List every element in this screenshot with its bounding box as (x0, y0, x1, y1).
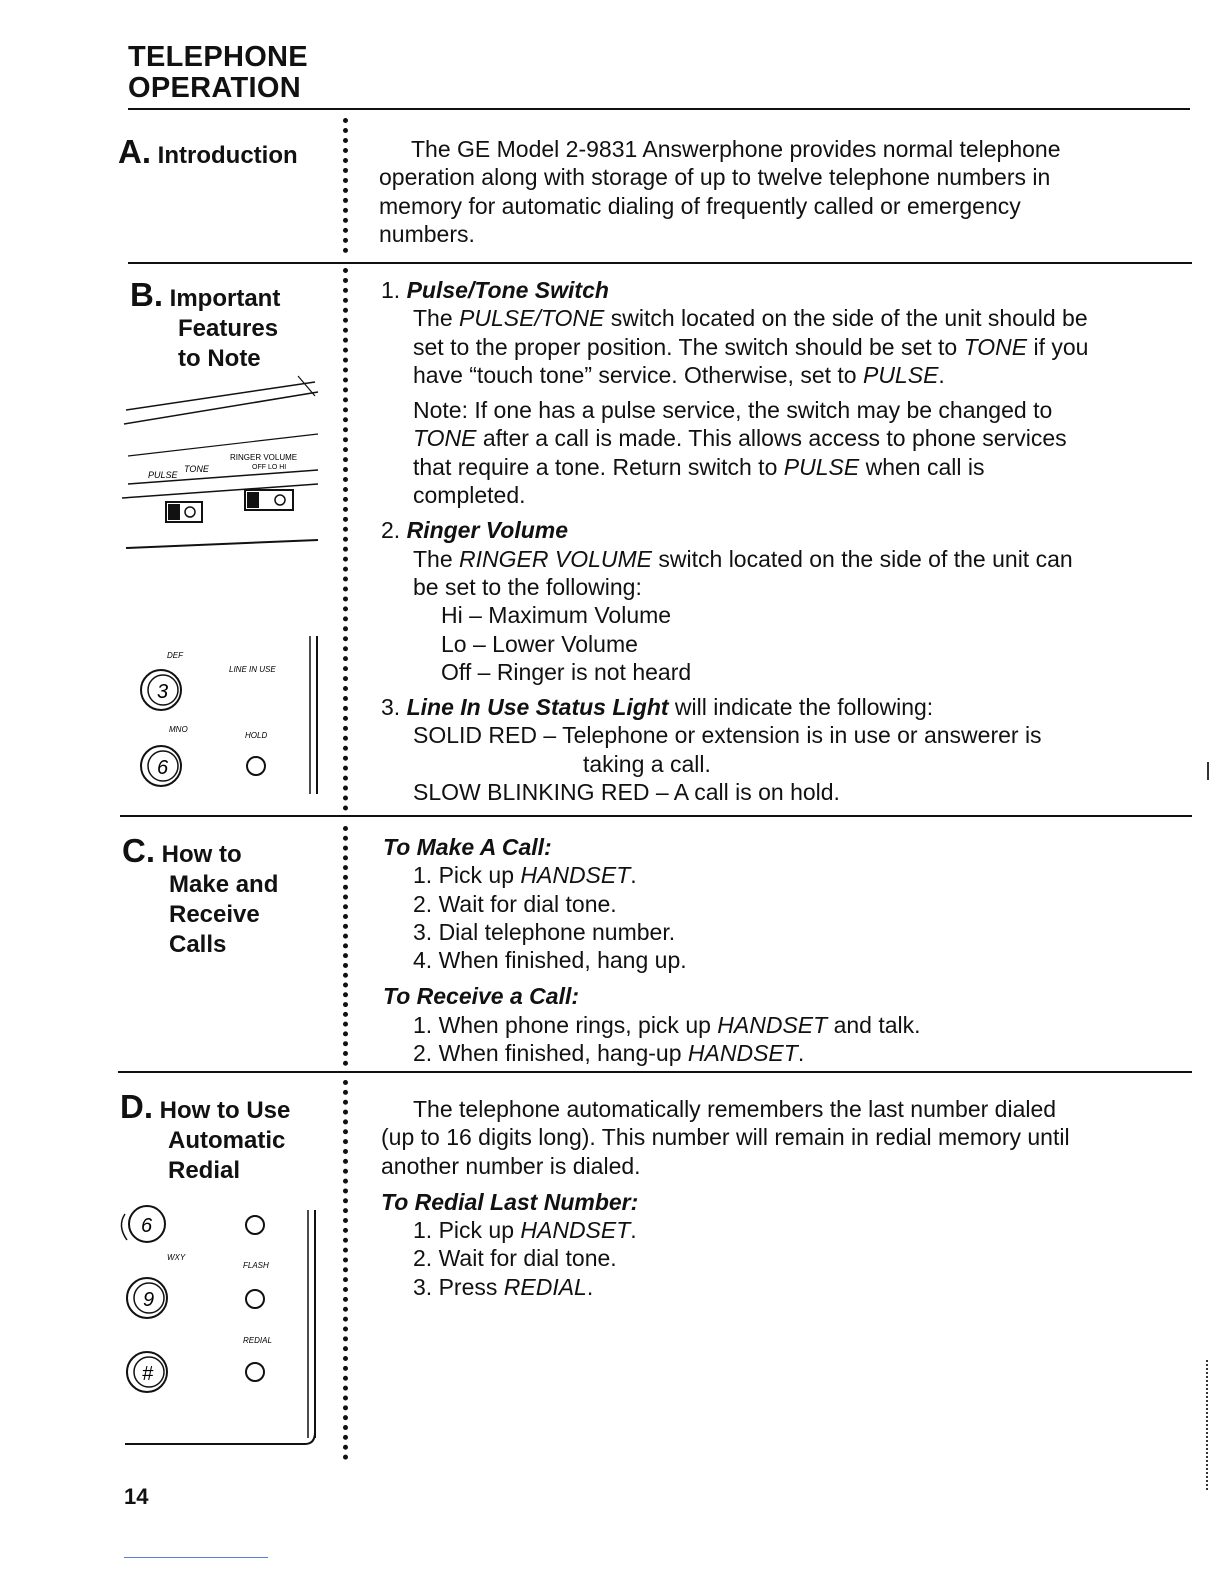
redial-step-1a: 1. Pick up (413, 1217, 521, 1244)
dotted-separator-b (343, 268, 348, 811)
wxy-label: WXY (167, 1253, 186, 1262)
item-1-l1c: switch located on the side of the unit should be (604, 305, 1088, 332)
item-1-title: Pulse/Tone Switch (406, 277, 609, 303)
section-c-title-3: Receive (169, 901, 260, 928)
status-solid-red: SOLID RED – Telephone or extension is in use or answerer is (413, 722, 1042, 749)
page-title-line-1: TELEPHONE (128, 41, 308, 73)
item-pulse-tone (381, 276, 1191, 304)
item-1-note-4: completed. (413, 482, 526, 509)
status-solid-red-cont: taking a call. (583, 750, 711, 777)
section-rule-c (120, 815, 1192, 817)
footer-line (124, 1557, 268, 1558)
key-6: 6 (157, 757, 169, 779)
pulse-label: PULSE (148, 470, 178, 480)
redial-key-6: 6 (141, 1215, 153, 1237)
make-step-4: 4. When finished, hang up. (413, 947, 687, 974)
page-number: 14 (124, 1484, 149, 1509)
section-c-letter: C. (122, 832, 155, 869)
redial-key-9: 9 (143, 1289, 155, 1311)
def-label: DEF (167, 651, 183, 660)
item-1-n3b: PULSE (783, 453, 860, 480)
section-b-text (381, 276, 1191, 806)
section-c-heading (122, 832, 279, 960)
section-d-title-1: How to Use (159, 1097, 291, 1124)
item-2-l1c: switch located on the side of the unit can (652, 545, 1073, 572)
ringer-hi: Hi – Maximum Volume (441, 602, 672, 629)
section-b-title-3: to Note (178, 345, 261, 372)
section-d-title-2: Automatic (168, 1127, 286, 1154)
redial-step-1c: . (630, 1217, 637, 1244)
item-2-title: Ringer Volume (406, 517, 569, 544)
item-2-number: 2. (381, 517, 401, 544)
make-step-3: 3. Dial telephone number. (413, 918, 676, 945)
redial-intro-2: (up to 16 digits long). This number will remain in redial memory until (381, 1124, 1070, 1151)
ringer-volume-label: RINGER VOLUME (230, 453, 298, 462)
redial-title: To Redial Last Number: (381, 1188, 639, 1215)
redial-intro-1: The telephone automatically remembers the last number dialed (413, 1096, 1057, 1122)
item-1-note-1: Note: If one has a pulse service, the switch may be changed to (413, 397, 1053, 424)
recv-step-2b: HANDSET (687, 1040, 798, 1067)
redial-step-3b: REDIAL (503, 1273, 587, 1300)
section-rule-d (118, 1071, 1192, 1073)
section-a-text (379, 135, 1061, 248)
item-line-in-use (381, 693, 1191, 721)
intro-line-3: memory for automatic dialing of frequently called or emergency (379, 192, 1021, 219)
receive-call-title: To Receive a Call: (383, 983, 580, 1010)
item-1-l2c: if you (1027, 333, 1089, 360)
redial-key-hash: # (142, 1363, 154, 1385)
ringer-off: Off – Ringer is not heard (441, 658, 692, 685)
item-3-number: 3. (381, 694, 401, 721)
line-in-use-label: LINE IN USE (229, 665, 276, 674)
section-b-letter: B. (130, 276, 163, 313)
item-1-l3c: . (938, 361, 945, 388)
recv-step-1a: 1. When phone rings, pick up (413, 1011, 718, 1038)
section-d-title-3: Redial (168, 1157, 241, 1184)
mno-label: MNO (169, 725, 188, 734)
item-1-l1b: PULSE/TONE (459, 305, 605, 332)
make-call-steps (383, 861, 1183, 974)
scan-mark (1207, 762, 1209, 780)
redial-keypad-illustration (115, 1200, 325, 1455)
section-c-text (383, 833, 1183, 1067)
item-1-n2a: TONE (413, 425, 477, 452)
recv-step-2c: . (797, 1040, 805, 1067)
intro-line-4: numbers. (379, 220, 475, 247)
status-slow-blinking: SLOW BLINKING RED – A call is on hold. (413, 779, 840, 806)
title-rule (128, 108, 1190, 110)
section-d-text (381, 1095, 1181, 1301)
tone-label: TONE (184, 464, 209, 474)
intro-line-1: The GE Model 2-9831 Answerphone provides normal telephone (411, 136, 1061, 162)
redial-step-1b: HANDSET (520, 1217, 631, 1244)
item-1-l2a: set to the proper position. The switch should be set to (413, 333, 964, 360)
key-3: 3 (157, 681, 169, 703)
hold-label: HOLD (245, 731, 268, 740)
recv-step-1c: and talk. (827, 1011, 921, 1038)
item-1-l2b: TONE (963, 333, 1028, 360)
section-b-title-1: Important (169, 285, 281, 312)
item-2-line-2: be set to the following: (413, 573, 642, 600)
item-1-number: 1. (381, 277, 401, 303)
section-c-title-4: Calls (169, 931, 227, 958)
page-title (128, 42, 308, 104)
section-a-letter: A. (118, 133, 151, 170)
item-1-l3b: PULSE (862, 361, 939, 388)
dotted-separator-a (343, 118, 348, 253)
make-call-title: To Make A Call: (383, 834, 552, 860)
item-1-l1a: The (413, 305, 460, 332)
item-1-n3a: that require a tone. Return switch to (413, 453, 784, 480)
section-c-title-1: How to (161, 841, 242, 868)
switch-panel-illustration (120, 368, 325, 553)
receive-call-steps (383, 1011, 1183, 1068)
item-3-rest: will indicate the following: (668, 694, 934, 721)
keypad-status-illustration (135, 632, 325, 802)
dotted-separator-d (343, 1080, 348, 1460)
recv-step-1b: HANDSET (717, 1011, 828, 1038)
section-a-heading (118, 133, 298, 171)
redial-step-3a: 3. Press (413, 1273, 504, 1300)
section-rule-b (128, 262, 1192, 264)
redial-intro-3: another number is dialed. (381, 1152, 641, 1179)
redial-step-2: 2. Wait for dial tone. (413, 1245, 617, 1272)
section-b-heading (130, 276, 281, 374)
section-c-title-2: Make and (169, 871, 279, 898)
section-a-title: Introduction (157, 142, 298, 169)
make-step-1c: . (630, 862, 637, 889)
page-title-line-2: OPERATION (128, 72, 301, 104)
section-d-letter: D. (120, 1088, 153, 1125)
intro-line-2: operation along with storage of up to twelve telephone numbers in (379, 164, 1051, 191)
item-1-n3c: when call is (859, 453, 985, 480)
item-3-title: Line In Use Status Light (406, 694, 669, 721)
redial-step-3c: . (586, 1273, 594, 1300)
make-step-2: 2. Wait for dial tone. (413, 890, 617, 917)
item-1-n2b: after a call is made. This allows access to phone services (476, 425, 1067, 452)
dotted-separator-c (343, 826, 348, 1066)
item-ringer-volume (381, 516, 1191, 544)
section-d-heading (120, 1088, 291, 1186)
scan-mark (1206, 1360, 1210, 1490)
ringer-lo: Lo – Lower Volume (441, 630, 638, 657)
redial-steps (381, 1216, 1181, 1301)
recv-step-2a: 2. When finished, hang-up (413, 1040, 688, 1067)
make-step-1a: 1. Pick up (413, 862, 521, 889)
section-b-title-2: Features (178, 315, 279, 342)
item-1-l3a: have “touch tone” service. Otherwise, set to (413, 361, 863, 388)
item-2-l1a: The (413, 545, 460, 572)
flash-label: FLASH (243, 1261, 269, 1270)
redial-label: REDIAL (243, 1336, 272, 1345)
off-lo-hi-label: OFF LO HI (252, 464, 287, 471)
make-step-1b: HANDSET (520, 862, 631, 889)
item-2-l1b: RINGER VOLUME (459, 545, 653, 572)
